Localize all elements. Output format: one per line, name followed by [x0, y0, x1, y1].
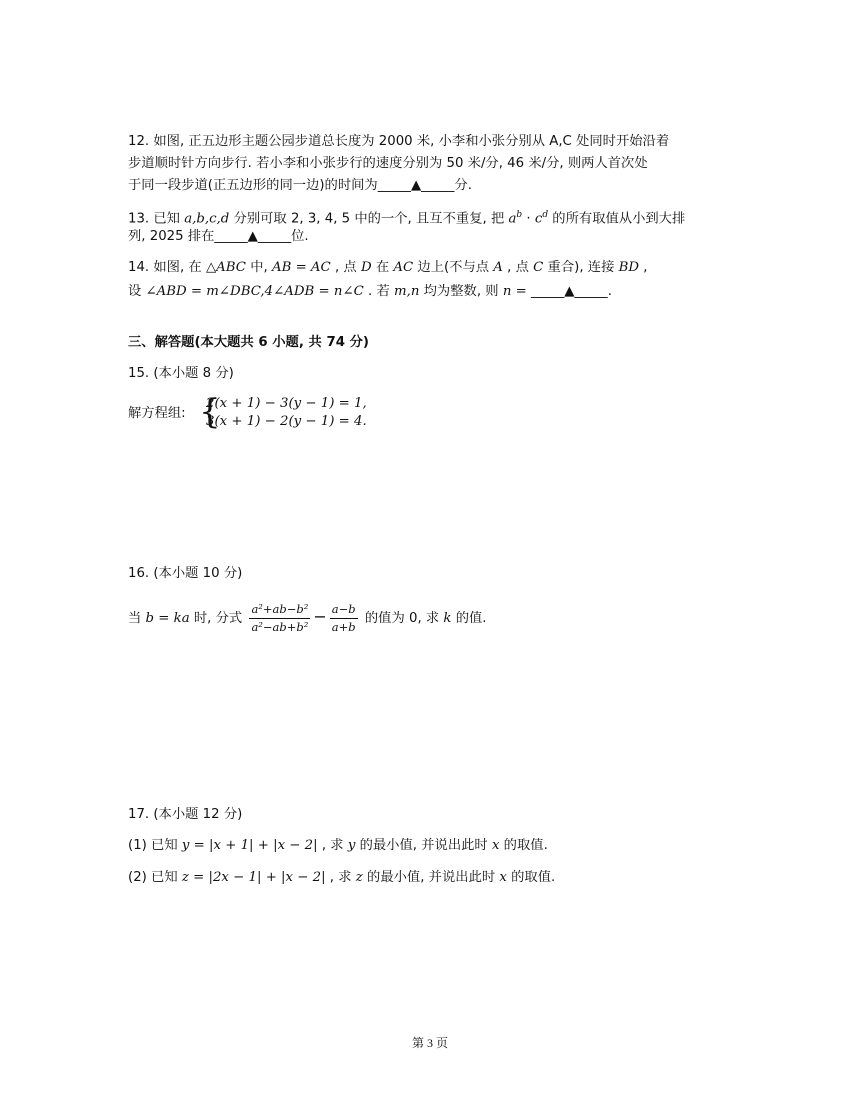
q16-k: k [443, 611, 452, 626]
q14-line-1 [128, 259, 648, 277]
q14-n-eq: n = [502, 284, 531, 299]
q16-frac1-numerator: a²+ab−b² [249, 603, 310, 619]
q12-line-2: 步道顺时针方向步行. 若小李和小张步行的速度分别为 50 米/分, 46 米/分, 则两人首次处 [128, 156, 648, 171]
q14-text-f: , 点 [502, 260, 534, 275]
q16-pre: 当 [128, 611, 146, 626]
q16-body [128, 598, 487, 638]
q14-text-b: 中, [245, 260, 272, 275]
q16-condition: b = ka [145, 611, 190, 626]
q17-p1-x: x [491, 838, 500, 853]
q17-p2-b: , 求 [325, 870, 356, 885]
q17-p1-d: 的取值. [499, 838, 548, 853]
q13-post: 的所有取值从小到大排 [548, 211, 686, 227]
q14-text-h: , [639, 260, 648, 275]
q16-fraction-1 [249, 603, 310, 634]
q14-line-2 [128, 283, 612, 301]
q17-p1-c: 的最小值, 并说出此时 [355, 838, 492, 853]
q15-brace: { [199, 392, 221, 432]
q13-line-2: 列, 2025 排在_____▲_____位. [128, 229, 309, 244]
q16-mid: 时, 分式 [189, 611, 247, 626]
q14-text-g: 重合), 连接 [543, 260, 619, 275]
q12-line-1: 12. 如图, 正五边形主题公园步道总长度为 2000 米, 小李和小张分别从 A,C 处同时开始沿着 [128, 134, 670, 149]
q16-frac2-denominator: a+b [331, 619, 356, 634]
q17-p2-x: x [499, 870, 507, 885]
q17-p2-c: 的最小值, 并说出此时 [362, 870, 500, 885]
q16-minus: − [313, 607, 327, 626]
q14-triangle: △ABC [205, 260, 246, 275]
q14-text-c: , 点 [330, 260, 361, 275]
q17-p2-equation: z = |2x − 1| + |x − 2| [181, 870, 326, 885]
q14-mn: m,n [394, 284, 420, 299]
q14-text-d: 在 [371, 260, 394, 275]
q14-text-2a: 设 [128, 284, 146, 299]
q16-header: 16. (本小题 10 分) [128, 566, 243, 581]
q17-p2-d: 的取值. [506, 870, 556, 885]
q13-pre: 13. 已知 [128, 211, 185, 227]
q16-post: 的值为 0, 求 [360, 611, 444, 626]
q17-header: 17. (本小题 12 分) [128, 807, 243, 822]
q14-segment-bd: BD [618, 260, 640, 275]
q14-text-2c: 均为整数, 则 [419, 284, 503, 299]
q14-side-ac: AC [393, 260, 414, 275]
q14-text-a: 14. 如图, 在 [128, 260, 206, 275]
q17-part-2 [128, 869, 555, 887]
q16-frac2-numerator: a−b [330, 603, 358, 619]
q14-point-c: C [533, 260, 544, 275]
q17-p1-b: , 求 [317, 838, 348, 853]
q17-p1-y: y [347, 838, 356, 853]
q14-point-d: D [360, 260, 372, 275]
q13-exp2: d [542, 210, 549, 220]
q16-end: 的值. [451, 611, 487, 626]
q14-answer-blank: _____▲_____. [530, 284, 612, 299]
q14-condition: ∠ABD = m∠DBC,4∠ADB = n∠C [145, 284, 364, 299]
q15-header: 15. (本小题 8 分) [128, 366, 234, 381]
page-number: 第 3 页 [411, 1036, 448, 1050]
q13-vars: a,b,c,d [184, 211, 230, 227]
q14-equality: AB = AC [271, 260, 331, 275]
q13-line-1 [128, 206, 685, 228]
q13-exp1: b [516, 210, 523, 220]
q13-mid: 分别可取 2, 3, 4, 5 中的一个, 且互不重复, 把 [229, 211, 509, 227]
q14-text-2b: . 若 [363, 284, 394, 299]
q17-p1-equation: y = |x + 1| + |x − 2| [181, 838, 318, 853]
q17-p2-a: (2) 已知 [128, 870, 182, 885]
q13-base2: c [534, 211, 543, 227]
section-heading: 三、解答题(本大题共 6 小题, 共 74 分) [128, 335, 369, 350]
q14-text-e: 边上(不与点 [413, 260, 494, 275]
q12-line-3: 于同一段步道(正五边形的同一边)的时间为_____▲_____分. [128, 178, 472, 193]
q13-base1: a [508, 211, 517, 227]
q16-fraction-2 [330, 603, 358, 634]
q15-equation-2: 3(x + 1) − 2(y − 1) = 4. [206, 414, 367, 429]
q17-part-1 [128, 837, 548, 855]
q17-p1-a: (1) 已知 [128, 838, 182, 853]
q15-label: 解方程组: [128, 406, 186, 421]
q16-frac1-denominator: a²−ab+b² [251, 619, 309, 634]
q15-equation-1: 2(x + 1) − 3(y − 1) = 1, [206, 396, 367, 411]
q14-point-a: A [493, 260, 503, 275]
q17-p2-z: z [355, 870, 363, 885]
q13-dot: · [522, 211, 535, 227]
